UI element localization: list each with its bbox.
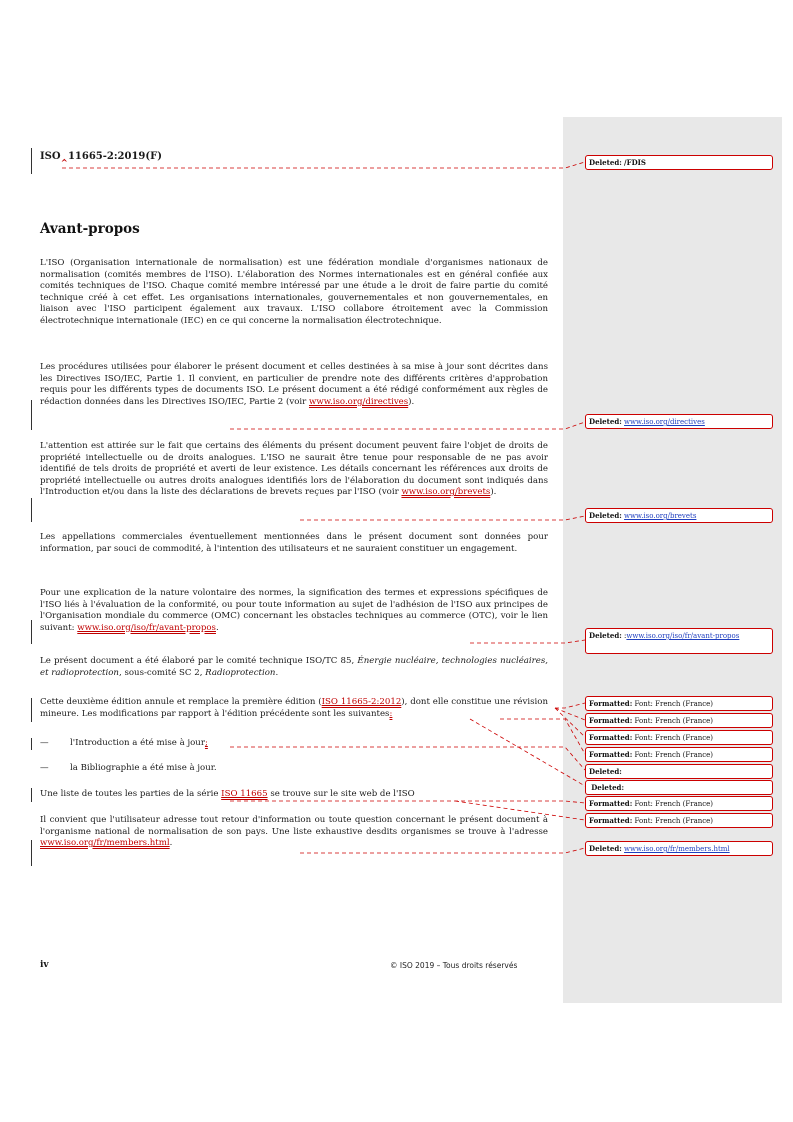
- change-bar: [31, 148, 32, 174]
- balloon-text: Font: French (France): [634, 817, 714, 825]
- revision-balloon-deleted[interactable]: [585, 841, 773, 856]
- section-heading: Avant-propos: [40, 221, 140, 237]
- balloon-url: www.iso.org/fr/members.html: [624, 845, 730, 853]
- copyright-notice: © ISO 2019 – Tous droits réservés: [390, 961, 518, 970]
- balloon-text: Font: French (France): [634, 700, 714, 708]
- first-edition-ref: ISO 11665-2:2012: [321, 697, 402, 707]
- revision-balloon-deleted[interactable]: [585, 764, 773, 779]
- directives-link[interactable]: www.iso.org/directives: [308, 396, 409, 407]
- revision-balloon-deleted[interactable]: [585, 628, 773, 654]
- balloon-url: www.iso.org/brevets: [624, 512, 697, 520]
- balloon-text: Font: French (France): [634, 751, 714, 759]
- paragraph-9: [40, 815, 548, 850]
- series-ref: ISO 11665: [221, 789, 268, 799]
- paragraph-3-text: L'attention est attirée sur le fait que certains des éléments du présent document peuvent faire l'objet de droits de propriété intellectuelle ou de droits analogues. L'ISO ne saurait être tenue pour responsable de ne pas avoir identifié de tels droits de propriété et averti de leur existence. Les détails concernant les références aux droits de propriété intellectuelle ou autres droits analogues identifiés lors de l'élaboration du document sont indiqués dans l'Introduction et/ou dans la liste des déclarations de brevets reçues par l'ISO (voir: [40, 441, 548, 498]
- balloon-label: Deleted:: [589, 511, 622, 520]
- paragraph-1: L'ISO (Organisation internationale de normalisation) est une fédération mondiale d'organismes nationaux de normalisation (comités membres de l'ISO). L'élaboration des Normes internationales est en général confiée aux comités techniques de l'ISO. Chaque comité membre intéressé par une étude a le droit de faire partie du comité technique créé à cet effet. Les organisations internationales, gouvernementales et non gouvernementales, en liaison avec l'ISO participent également aux travaux. L'ISO collabore étroitement avec la Commission électrotechnique internationale (IEC) en ce qui concerne la normalisation électrotechnique.: [40, 258, 548, 326]
- balloon-label: Formatted:: [589, 699, 633, 708]
- revision-balloon-formatted[interactable]: [585, 747, 773, 762]
- paragraph-6: [40, 656, 548, 679]
- bullet-1-text: l'Introduction a été mise à jour: [70, 738, 205, 748]
- balloon-label: Formatted:: [589, 716, 633, 725]
- balloon-prefix: :: [624, 632, 627, 640]
- balloon-url: www.iso.org/iso/fr/avant-propos: [626, 632, 740, 640]
- revision-balloon-formatted[interactable]: [585, 713, 773, 728]
- change-bar: [31, 400, 32, 430]
- paragraph-3: [40, 441, 548, 499]
- paragraph-6-end: .: [275, 667, 279, 678]
- deletion-caret: ‸: [60, 151, 68, 162]
- paragraph-5-end: .: [215, 622, 219, 633]
- change-bar: [31, 840, 32, 866]
- balloon-url: www.iso.org/directives: [624, 418, 705, 426]
- balloon-label: Formatted:: [589, 750, 633, 759]
- paragraph-8-text: Une liste de toutes les parties de la série: [40, 789, 219, 799]
- paragraph-2: [40, 362, 548, 408]
- bullet-item: [40, 738, 548, 750]
- markup-margin-pane: [563, 117, 782, 1003]
- balloon-label: Deleted:: [591, 783, 625, 792]
- revision-balloon-deleted[interactable]: [585, 508, 773, 523]
- paragraph-7-text2: ), dont elle constitue une révision mineure. Les modifications par rapport à l'édition précédente sont les suivantes: [40, 697, 548, 719]
- change-bar: [31, 788, 32, 802]
- balloon-text: Font: French (France): [634, 734, 714, 742]
- doc-id-number: 11665-2:2019(F): [67, 151, 162, 162]
- change-bar: [31, 698, 32, 722]
- balloon-label: Deleted:: [589, 631, 622, 640]
- revision-balloon-deleted[interactable]: [585, 155, 773, 170]
- bullet-item: [40, 763, 548, 775]
- balloon-label: Deleted:: [589, 767, 622, 776]
- paragraph-8-end: se trouve sur le site web de l'ISO: [270, 789, 415, 799]
- revision-balloon-formatted[interactable]: [585, 796, 773, 811]
- foreword-link[interactable]: www.iso.org/iso/fr/avant-propos: [77, 622, 216, 633]
- subcommittee-title: Radioprotection: [205, 667, 276, 678]
- doc-id-prefix: ISO: [40, 151, 61, 162]
- balloon-label: Deleted:: [589, 844, 622, 853]
- paragraph-3-end: ).: [490, 487, 497, 498]
- paragraph-5: [40, 588, 548, 634]
- revision-balloon-formatted[interactable]: [585, 813, 773, 828]
- inserted-semicolon: ;: [204, 738, 208, 748]
- paragraph-8: [40, 789, 548, 801]
- paragraph-9-end: .: [169, 838, 173, 849]
- paragraph-7: [40, 697, 548, 720]
- revision-balloon-deleted[interactable]: [585, 780, 773, 795]
- paragraph-5-text: Pour une explication de la nature volontaire des normes, la signification des termes et expressions spécifiques de l'ISO liés à l'évaluation de la conformité, ou pour toute information au sujet de l'adhésion de l'ISO aux principes de l'Organisation mondiale du commerce (OMC) concernant les obstacles techniques au commerce (OTC), voir le lien suivant:: [40, 588, 548, 633]
- balloon-text: Font: French (France): [634, 717, 714, 725]
- members-link[interactable]: www.iso.org/fr/members.html: [40, 838, 170, 849]
- balloon-label: Formatted:: [589, 733, 633, 742]
- page-number: iv: [40, 960, 49, 970]
- paragraph-2-text: Les procédures utilisées pour élaborer le présent document et celles destinées à sa mise à jour sont décrites dans les Directives ISO/IEC, Partie 1. Il convient, en particulier de prendre note des différents critères d'approbation requis pour les différents types de documents ISO. Le présent document a été rédigé conformément aux règles de rédaction données dans les Directives ISO/IEC, Partie 2 (voir: [40, 362, 548, 407]
- revision-balloon-formatted[interactable]: [585, 696, 773, 711]
- revision-balloon-deleted[interactable]: [585, 414, 773, 429]
- balloon-text: Font: French (France): [634, 800, 714, 808]
- paragraph-6-text: Le présent document a été élaboré par le comité technique ISO/TC 85,: [40, 656, 355, 666]
- balloon-label: Formatted:: [589, 816, 633, 825]
- revision-balloon-formatted[interactable]: [585, 730, 773, 745]
- paragraph-9-text: Il convient que l'utilisateur adresse tout retour d'information ou toute question concernant le présent document à l'organisme national de normalisation de son pays. Une liste exhaustive desdits organismes se trouve à l'adresse: [40, 815, 548, 837]
- balloon-label: Deleted:: [589, 417, 622, 426]
- change-bar: [31, 738, 32, 750]
- balloon-label: Formatted:: [589, 799, 633, 808]
- paragraph-6-mid: , sous-comité SC 2,: [118, 667, 203, 678]
- bullet-dash: —: [40, 738, 49, 748]
- paragraph-2-end: ).: [408, 396, 415, 407]
- patents-link[interactable]: www.iso.org/brevets: [401, 487, 491, 498]
- paragraph-4: Les appellations commerciales éventuellement mentionnées dans le présent document sont données pour information, par souci de commodité, à l'intention des utilisateurs et ne sauraient constituer un engagement.: [40, 532, 548, 554]
- inserted-colon: :: [389, 708, 393, 719]
- change-bar: [31, 620, 32, 644]
- balloon-label: Deleted:: [589, 158, 622, 167]
- balloon-text: /FDIS: [624, 158, 646, 167]
- change-bar: [31, 498, 32, 522]
- document-id-header: [40, 151, 162, 162]
- paragraph-7-text: Cette deuxième édition annule et remplace la première édition (: [40, 697, 322, 707]
- bullet-dash: —: [40, 763, 49, 773]
- committee-title: Énergie nucléaire, technologies nucléaires, et radioprotection: [40, 656, 548, 678]
- bullet-2-text: la Bibliographie a été mise à jour.: [70, 763, 217, 773]
